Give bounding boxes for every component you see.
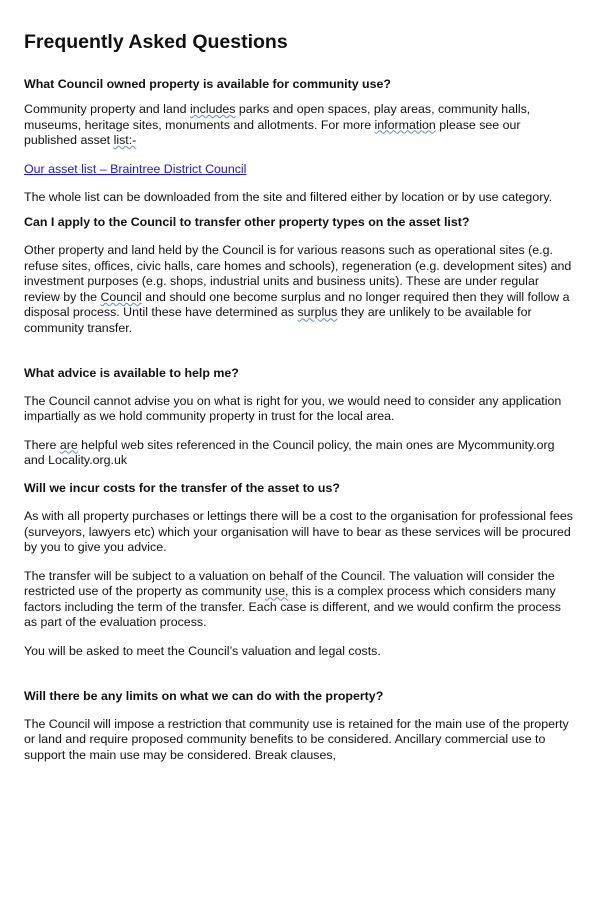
faq-answer-3-paragraph-1: The Council cannot advise you on what is right for you, we would need to consider any application impartially as we hold community property in trust for the local area. <box>24 393 562 424</box>
faq-question-2: Can I apply to the Council to transfer other property types on the asset list? <box>24 214 470 229</box>
faq-question-3: What advice is available to help me? <box>24 365 239 380</box>
spellcheck-text: list:- <box>113 133 137 148</box>
faq-question-1: What Council owned property is available for community use? <box>24 77 391 91</box>
text: they are unlikely to be available for community transfer. <box>24 305 532 335</box>
faq-answer-2-paragraph-1 <box>24 243 576 337</box>
spellcheck-text: are <box>59 437 78 452</box>
spellcheck-text: surplus <box>297 305 338 320</box>
faq-answer-1-paragraph-2: The whole list can be downloaded from the site and filtered either by location or by use category. <box>24 190 553 205</box>
text: and should one become surplus and no longer required then they will follow a disposal process. Until these have determined as <box>24 289 570 320</box>
faq-question-4: Will we incur costs for the transfer of the asset to us? <box>24 480 340 495</box>
spellcheck-text: use, <box>265 584 289 599</box>
faq-answer-4-paragraph-1: As with all property purchases or lettings there will be a cost to the organisation for professional fees (surveyors, lawyers etc) which your organisation will have to bear as these services will be procured by you to give you advice. <box>24 508 573 555</box>
text: helpful web sites referenced in the Council policy, the main ones are Mycommunity.org and Locality.org.uk <box>24 437 555 468</box>
faq-answer-5-paragraph-1: The Council will impose a restriction that community use is retained for the main use of the property or land and require proposed community benefits to be considered. Ancillary commercial use to support the main use may be considered. Break clauses, <box>24 716 569 762</box>
faq-question-5: Will there be any limits on what we can do with the property? <box>24 688 384 703</box>
asset-list-link[interactable]: Our asset list – Braintree District Council <box>24 161 247 176</box>
faq-answer-1-paragraph-1 <box>24 102 576 149</box>
spellcheck-text: includes <box>189 102 236 116</box>
text: Other property and land held by the Council is for various reasons such as operational sites (e.g. refuse sites, offices, civic halls, care homes and schools), regeneration (e.g. development sites) and investment purposes (e.g. shops, industrial units and business units). These are under regular review by the <box>24 242 572 304</box>
text: please see our published asset <box>24 117 521 148</box>
text: There <box>24 437 60 452</box>
spellcheck-text: information <box>374 117 436 132</box>
faq-answer-3-paragraph-2 <box>24 438 576 469</box>
faq-answer-4-paragraph-3: You will be asked to meet the Council’s valuation and legal costs. <box>24 644 381 659</box>
text: parks and open spaces, play areas, community halls, museums, heritage sites, monuments and allotments. For more <box>24 102 531 132</box>
spellcheck-text: Council <box>100 289 142 304</box>
text: Community property and land <box>24 102 190 116</box>
faq-answer-4-paragraph-2 <box>24 569 576 631</box>
page-title: Frequently Asked Questions <box>24 31 288 53</box>
text: The transfer will be subject to a valuation on behalf of the Council. The valuation will consider the restricted use of the property as community <box>24 568 555 599</box>
text: this is a complex process which considers many factors including the term of the transfer. Each case is different, and we would confirm the process as part of the evaluation process. <box>24 584 561 630</box>
